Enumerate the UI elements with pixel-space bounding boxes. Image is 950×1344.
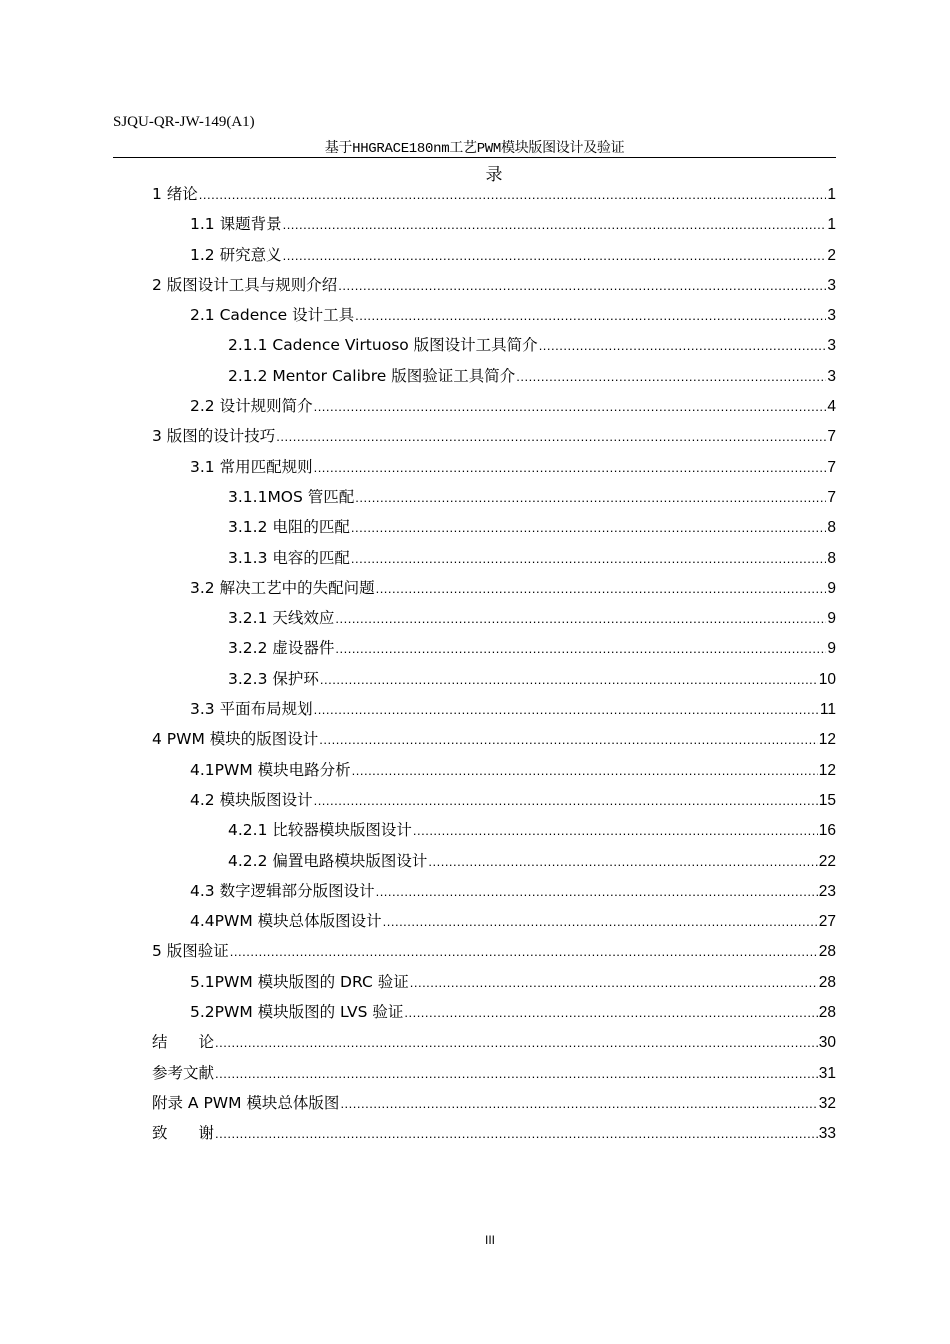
toc-dot-leader — [276, 422, 826, 452]
toc-entry[interactable] — [152, 906, 836, 936]
toc-dot-leader — [428, 847, 817, 877]
toc-entry[interactable] — [152, 543, 836, 573]
header-rule — [113, 157, 836, 158]
toc-entry-page: 10 — [818, 670, 836, 688]
toc-dot-leader — [413, 816, 818, 846]
toc-dot-leader — [404, 998, 817, 1028]
toc-dot-leader — [335, 634, 826, 664]
toc-dot-leader — [215, 1028, 818, 1058]
toc-entry-page: 3 — [827, 276, 836, 294]
toc-entry-label: 3.3 平面布局规划 — [190, 700, 313, 719]
toc-entry-page: 9 — [827, 640, 836, 658]
toc-dot-leader — [319, 725, 817, 755]
toc-entry-label: 5 版图验证 — [152, 942, 229, 961]
toc-entry-page: 33 — [818, 1125, 836, 1143]
toc-entry-page: 8 — [827, 519, 836, 537]
toc-dot-leader — [215, 1119, 818, 1149]
toc-entry-label: 4 PWM 模块的版图设计 — [152, 730, 319, 749]
toc-entry-label: 1.2 研究意义 — [190, 245, 282, 264]
toc-entry[interactable] — [152, 664, 836, 694]
toc-entry-label: 4.1PWM 模块电路分析 — [190, 760, 351, 779]
toc-dot-leader — [314, 786, 818, 816]
toc-entry-page: 28 — [818, 973, 836, 991]
toc-entry-page: 3 — [827, 337, 836, 355]
toc-entry-page: 22 — [818, 852, 836, 870]
toc-entry-page: 23 — [818, 882, 836, 900]
toc-entry[interactable] — [152, 876, 836, 906]
toc-entry-page: 28 — [818, 1004, 836, 1022]
toc-dot-leader — [314, 392, 827, 422]
toc-entry[interactable] — [152, 391, 836, 421]
toc-entry[interactable] — [152, 209, 836, 239]
toc-entry[interactable] — [152, 815, 836, 845]
toc-entry-page: 7 — [827, 428, 836, 446]
toc-entry-label: 3.2.1 天线效应 — [228, 609, 335, 628]
toc-entry[interactable] — [152, 846, 836, 876]
toc-entry[interactable] — [152, 179, 836, 209]
toc-dot-leader — [539, 331, 827, 361]
toc-entry-page: 3 — [827, 307, 836, 325]
toc-entry-label: 2 版图设计工具与规则介绍 — [152, 275, 338, 294]
toc-dot-leader — [355, 301, 826, 331]
toc-entry[interactable] — [152, 573, 836, 603]
toc-entry-label: 3 版图的设计技巧 — [152, 427, 276, 446]
toc-entry[interactable] — [152, 512, 836, 542]
toc-dot-leader — [376, 877, 818, 907]
toc-entry-page: 3 — [827, 367, 836, 385]
toc-entry-page: 7 — [827, 458, 836, 476]
toc-dot-leader — [283, 210, 827, 240]
toc-entry[interactable] — [152, 694, 836, 724]
toc-entry-label: 4.2.1 比较器模块版图设计 — [228, 821, 412, 840]
toc-entry[interactable] — [152, 330, 836, 360]
toc-entry-label: 2.1 Cadence 设计工具 — [190, 306, 355, 325]
document-code: SJQU-QR-JW-149(A1) — [113, 114, 255, 130]
toc-entry-label: 参考文献 — [152, 1063, 215, 1082]
toc-entry[interactable] — [152, 633, 836, 663]
toc-dot-leader — [355, 483, 826, 513]
toc-entry-page: 16 — [818, 822, 836, 840]
toc-entry[interactable] — [152, 1118, 836, 1148]
table-of-contents — [152, 179, 836, 1149]
toc-entry-label: 3.1.1MOS 管匹配 — [228, 487, 355, 506]
toc-entry-page: 27 — [818, 913, 836, 931]
toc-entry-label: 5.1PWM 模块版图的 DRC 验证 — [190, 972, 409, 991]
toc-dot-leader — [215, 1059, 818, 1089]
toc-entry-page: 1 — [827, 186, 836, 203]
toc-entry[interactable] — [152, 755, 836, 785]
toc-dot-leader — [376, 574, 827, 604]
toc-entry-label: 4.3 数字逻辑部分版图设计 — [190, 881, 375, 900]
toc-dot-leader — [335, 604, 826, 634]
toc-entry-label: 2.1.2 Mentor Calibre 版图验证工具简介 — [228, 366, 516, 385]
toc-entry-label: 3.2.2 虚设器件 — [228, 639, 335, 658]
toc-entry[interactable] — [152, 967, 836, 997]
toc-entry-page: 12 — [818, 731, 836, 749]
toc-entry[interactable] — [152, 452, 836, 482]
toc-dot-leader — [410, 968, 818, 998]
toc-entry[interactable] — [152, 300, 836, 330]
toc-entry-label: 5.2PWM 模块版图的 LVS 验证 — [190, 1003, 404, 1022]
toc-entry[interactable] — [152, 1027, 836, 1057]
toc-dot-leader — [314, 695, 819, 725]
toc-entry[interactable] — [152, 482, 836, 512]
toc-entry-page: 9 — [827, 610, 836, 628]
toc-entry-page: 7 — [827, 488, 836, 506]
toc-entry-label: 结 论 — [152, 1033, 215, 1052]
toc-entry[interactable] — [152, 270, 836, 300]
toc-entry-page: 12 — [818, 761, 836, 779]
toc-entry-page: 1 — [827, 216, 836, 234]
toc-dot-leader — [314, 453, 827, 483]
toc-entry-label: 1 绪论 — [152, 185, 198, 203]
toc-entry[interactable] — [152, 936, 836, 966]
toc-entry-label: 1.1 课题背景 — [190, 215, 282, 234]
toc-entry[interactable] — [152, 785, 836, 815]
toc-entry[interactable] — [152, 1088, 836, 1118]
toc-entry-page: 8 — [827, 549, 836, 567]
toc-entry-label: 4.4PWM 模块总体版图设计 — [190, 912, 382, 931]
toc-entry-page: 2 — [827, 246, 836, 264]
toc-dot-leader — [283, 241, 827, 271]
toc-entry-page: 28 — [818, 943, 836, 961]
toc-entry-label: 致 谢 — [152, 1124, 215, 1143]
toc-entry[interactable] — [152, 997, 836, 1027]
toc-entry[interactable] — [152, 361, 836, 391]
toc-entry-page: 15 — [818, 791, 836, 809]
toc-entry-page: 32 — [818, 1094, 836, 1112]
toc-dot-leader — [351, 513, 827, 543]
toc-entry-page: 30 — [818, 1034, 836, 1052]
toc-dot-leader — [383, 907, 818, 937]
toc-entry-page: 9 — [827, 579, 836, 597]
toc-dot-leader — [338, 271, 826, 301]
toc-entry-page: 31 — [818, 1064, 836, 1082]
toc-entry[interactable] — [152, 421, 836, 451]
toc-entry[interactable] — [152, 603, 836, 633]
toc-entry-label: 附录 A PWM 模块总体版图 — [152, 1093, 340, 1112]
toc-entry-label: 2.2 设计规则简介 — [190, 397, 313, 416]
toc-entry-label: 4.2 模块版图设计 — [190, 790, 313, 809]
toc-dot-leader — [351, 544, 827, 574]
toc-dot-leader — [352, 756, 818, 786]
toc-entry-label: 2.1.1 Cadence Virtuoso 版图设计工具简介 — [228, 336, 538, 355]
toc-entry[interactable] — [152, 1058, 836, 1088]
toc-entry-page: 4 — [827, 398, 836, 416]
toc-entry-label: 4.2.2 偏置电路模块版图设计 — [228, 851, 428, 870]
page-number: III — [484, 1233, 495, 1247]
toc-dot-leader — [516, 362, 826, 392]
toc-entry[interactable] — [152, 240, 836, 270]
toc-dot-leader — [340, 1089, 817, 1119]
running-header-title: 基于HHGRACE180nm工艺PWM模块版图设计及验证 — [324, 141, 625, 157]
toc-title: 录 — [485, 165, 503, 184]
toc-entry-label: 3.2 解决工艺中的失配问题 — [190, 578, 375, 597]
toc-entry-page: 11 — [819, 701, 836, 719]
toc-dot-leader — [230, 937, 818, 967]
toc-dot-leader — [320, 665, 818, 695]
toc-entry-label: 3.2.3 保护环 — [228, 669, 319, 688]
toc-entry-label: 3.1.3 电容的匹配 — [228, 548, 350, 567]
toc-entry-label: 3.1 常用匹配规则 — [190, 457, 313, 476]
toc-entry[interactable] — [152, 724, 836, 754]
toc-entry-label: 3.1.2 电阻的匹配 — [228, 518, 350, 537]
toc-dot-leader — [199, 180, 827, 210]
